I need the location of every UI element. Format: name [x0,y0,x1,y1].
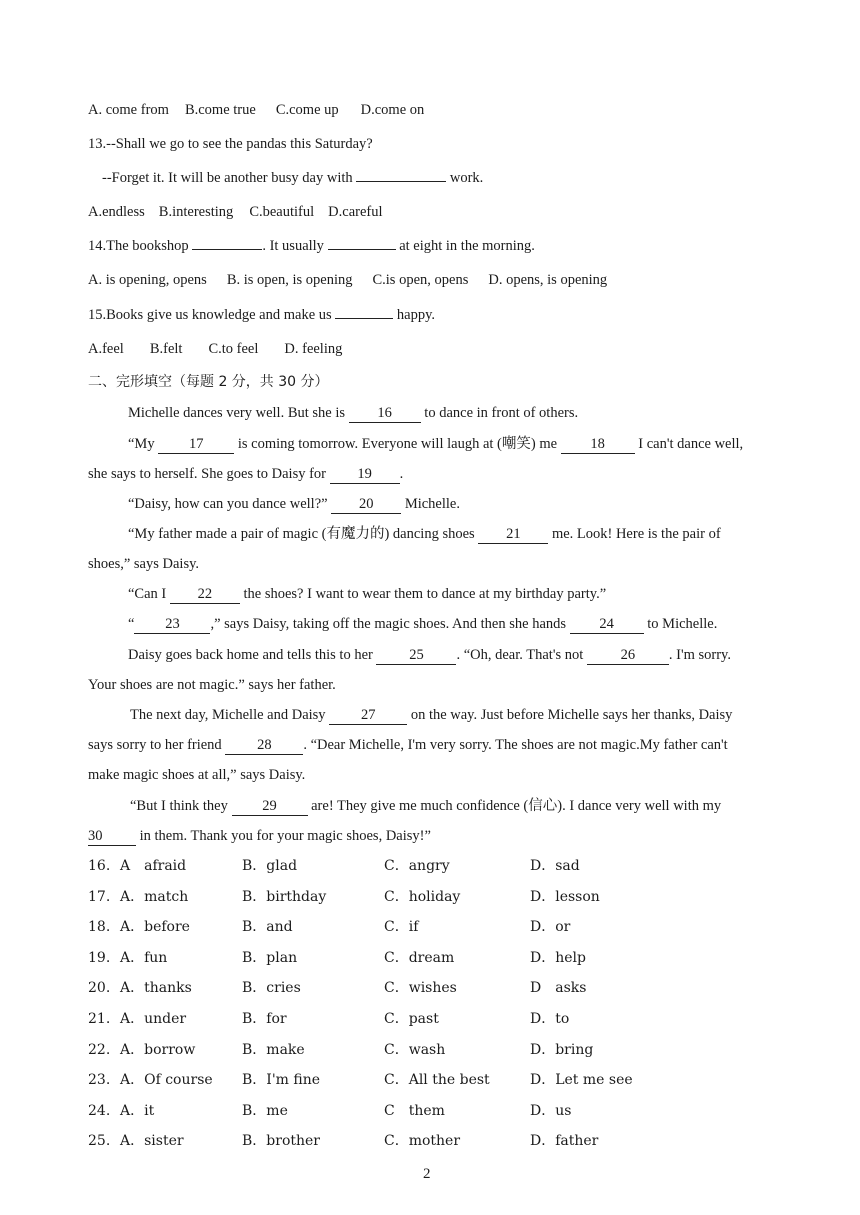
q13-option-c: C.beautiful [249,204,315,220]
q14-question [88,236,535,256]
passage-text: Michelle. [404,496,460,512]
blank-19[interactable]: 19 [330,466,400,484]
passage-line-2 [128,434,743,454]
passage-line-12 [88,735,728,755]
option-d[interactable]: D．bring [530,1041,594,1058]
passage-text: Daisy goes back home and tells this to her [128,647,373,663]
passage-text: . “Oh, dear. That's not [456,647,584,663]
q12-option-d: D.come on [360,102,425,118]
option-b[interactable]: B．brother [242,1133,320,1150]
q13-reply-text: --Forget it. It will be another busy day with [102,170,353,186]
option-b[interactable]: B．cries [242,980,301,997]
option-number: 18. [88,919,111,936]
blank-29[interactable]: 29 [232,798,308,816]
q14-text-start: 14.The bookshop [88,238,189,254]
q12-options [88,100,424,120]
q13-reply [102,168,483,188]
option-b[interactable]: B．for [242,1011,287,1027]
passage-text: is coming tomorrow. Everyone will laugh at (嘲笑) me [237,436,558,452]
passage-text: “But I think they [130,798,228,814]
passage-text: she says to herself. She goes to Daisy for [88,466,326,482]
option-a[interactable]: A．before [120,919,190,936]
option-c[interactable]: C．wishes [384,980,457,997]
q13-options [88,202,383,222]
option-b[interactable]: B．I'm fine [242,1072,321,1089]
option-number: 22. [88,1041,111,1058]
q12-option-b: B.come true [184,102,256,118]
passage-text: . I'm sorry. [668,647,731,663]
q14-blank-1[interactable] [192,249,262,250]
blank-21[interactable]: 21 [478,526,548,544]
blank-30[interactable]: 30 [88,828,136,846]
blank-24[interactable]: 24 [570,616,644,634]
blank-17[interactable]: 17 [158,436,234,454]
option-number: 25. [88,1133,111,1150]
blank-28[interactable]: 28 [225,737,303,755]
option-number: 23. [88,1072,111,1089]
blank-23[interactable]: 23 [134,616,210,634]
q12-option-a: A. come from [88,102,169,118]
passage-text: I can't dance well, [638,436,744,452]
option-d[interactable]: D．us [530,1102,572,1119]
option-d[interactable]: D．lesson [530,888,600,905]
passage-line-15 [88,826,431,846]
q15-option-d: D. feeling [284,341,343,357]
passage-line-5 [128,524,721,544]
blank-27[interactable]: 27 [329,707,407,725]
passage-line-3 [88,464,403,484]
passage-text: to dance in front of others. [424,405,579,421]
option-number: 16. [88,858,111,874]
option-number: 24. [88,1102,111,1119]
passage-text: to Michelle. [647,616,718,632]
page-number: 2 [423,1166,431,1182]
blank-18[interactable]: 18 [561,436,635,454]
option-d[interactable]: D．sad [530,858,580,874]
option-d[interactable]: D asks [530,980,587,997]
section-heading: 二、完形填空（每题 2 分，共 30 分） [88,374,329,390]
option-number: 19. [88,949,111,966]
passage-text: “My father made a pair of magic (有魔力的) dancing shoes [128,526,475,542]
option-a[interactable]: A afraid [120,858,187,874]
passage-line-13: make magic shoes at all,” says Daisy. [88,767,306,783]
passage-text: in them. Thank you for your magic shoes, Daisy!” [139,828,431,844]
option-b[interactable]: B．me [242,1102,288,1119]
q13-blank[interactable] [356,181,446,182]
q14-option-c: C.is open, opens [372,272,469,288]
option-d[interactable]: D．help [530,949,586,966]
q15-blank[interactable] [335,318,393,319]
passage-text: “My [128,436,155,452]
option-d[interactable]: D．to [530,1011,570,1027]
option-d[interactable]: D．father [530,1133,599,1150]
q14-options [88,270,607,290]
option-number: 20. [88,980,111,997]
blank-20[interactable]: 20 [331,496,401,514]
option-number: 21. [88,1011,111,1027]
passage-line-4 [128,494,460,514]
q14-text-end: at eight in the morning. [399,238,535,254]
passage-line-10: Your shoes are not magic.” says her father. [88,677,336,693]
q15-option-c: C.to feel [208,341,259,357]
passage-line-7 [128,584,606,604]
option-c[interactable]: C．if [384,919,419,936]
passage-line-1 [128,403,578,423]
q12-option-c: C.come up [275,102,339,118]
option-a[interactable]: A．match [120,888,189,905]
option-a[interactable]: A．Of course [120,1072,213,1089]
blank-26[interactable]: 26 [587,647,669,665]
q15-question [88,305,435,325]
q15-text-start: 15.Books give us knowledge and make us [88,307,332,323]
passage-line-9 [128,645,731,665]
option-c[interactable]: C．dream [384,949,455,966]
passage-text: “Daisy, how can you dance well?” [128,496,328,512]
q14-option-a: A. is opening, opens [88,272,207,288]
option-a[interactable]: A．sister [120,1133,184,1150]
passage-text: . [399,466,404,482]
option-b[interactable]: B．plan [242,949,298,966]
q13-option-b: B.interesting [158,204,234,220]
passage-text: Michelle dances very well. But she is [128,405,346,421]
q13-question: 13.--Shall we go to see the pandas this Saturday? [88,136,373,152]
q14-text-mid: . It usually [262,238,324,254]
option-d[interactable]: D．or [530,919,571,936]
q14-option-b: B. is open, is opening [226,272,353,288]
option-b[interactable]: B．make [242,1041,305,1058]
q15-option-b: B.felt [149,341,183,357]
passage-line-8 [128,614,717,634]
blank-25[interactable]: 25 [376,647,456,665]
passage-line-6: shoes,” says Daisy. [88,556,200,572]
option-c[interactable]: C．holiday [384,888,461,905]
option-a[interactable]: A．borrow [120,1041,196,1058]
option-a[interactable]: A．fun [120,949,168,966]
option-c[interactable]: C them [384,1102,445,1119]
passage-text: “Can I [128,586,167,602]
option-b[interactable]: B．birthday [242,888,327,905]
passage-text: ,” says Daisy, taking off the magic shoes. And then she hands [210,616,567,632]
passage-line-11 [130,705,732,725]
option-c[interactable]: C．mother [384,1133,461,1150]
q13-reply-end: work. [449,170,484,186]
option-b[interactable]: B．and [242,919,293,936]
passage-text: me. Look! Here is the pair of [551,526,721,542]
option-a[interactable]: A．thanks [120,980,192,997]
option-c[interactable]: C．All the best [384,1072,490,1089]
q14-option-d: D. opens, is opening [488,272,608,288]
option-b[interactable]: B．glad [242,858,298,874]
passage-text: the shoes? I want to wear them to dance at my birthday party.” [243,586,607,602]
option-number: 17. [88,888,111,905]
option-d[interactable]: D．Let me see [530,1072,633,1089]
option-a[interactable]: A．under [120,1011,187,1027]
q13-option-a: A.endless [88,204,145,220]
q15-options [88,339,342,359]
option-c[interactable]: C．wash [384,1041,446,1058]
passage-text: says sorry to her friend [88,737,222,753]
passage-text: are! They give me much confidence (信心). I dance very well with my [311,798,722,814]
passage-text: The next day, Michelle and Daisy [130,707,326,723]
option-a[interactable]: A．it [120,1102,155,1119]
q13-option-d: D.careful [328,204,383,220]
passage-line-14 [130,796,721,816]
q15-text-end: happy. [396,307,436,323]
passage-text: on the way. Just before Michelle says her thanks, Daisy [410,707,733,723]
option-c[interactable]: C．past [384,1011,439,1027]
q15-option-a: A.feel [88,341,124,357]
blank-16[interactable]: 16 [349,405,421,423]
blank-22[interactable]: 22 [170,586,240,604]
passage-text: . “Dear Michelle, I'm very sorry. The shoes are not magic.My father can't [303,737,728,753]
option-c[interactable]: C．angry [384,858,450,874]
passage-text: “ [128,616,135,632]
q14-blank-2[interactable] [328,249,396,250]
